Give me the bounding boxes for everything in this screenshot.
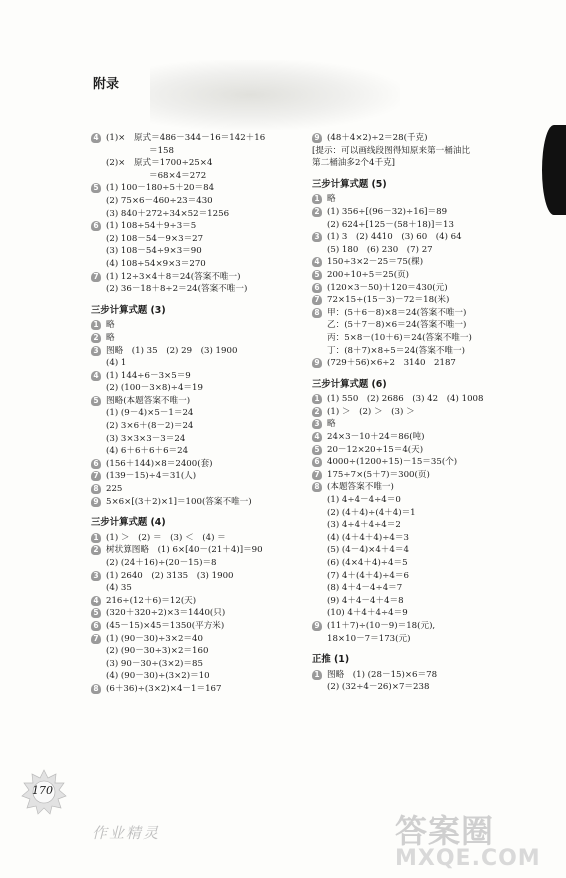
question-number-badge: 7 xyxy=(91,634,101,644)
question-number-badge: 9 xyxy=(312,358,322,368)
answer-line: (1) 108÷54＋9÷3＝5 xyxy=(106,221,197,232)
question-number-badge: 6 xyxy=(312,283,322,293)
answer-item xyxy=(312,620,502,645)
answer-item xyxy=(312,231,502,256)
answer-item xyxy=(91,345,296,370)
answer-line: (2) (24＋16)÷(20－15)＝8 xyxy=(106,558,217,568)
answer-item xyxy=(91,496,296,509)
answer-item xyxy=(91,607,296,620)
answer-line: (4) 1 xyxy=(106,358,127,369)
answer-line: (2) 36－18＋8÷2＝24(答案不唯一) xyxy=(106,284,248,295)
answer-line: (2) (100－3×8)÷4＝19 xyxy=(106,383,203,394)
question-number-badge: 1 xyxy=(91,533,101,543)
answer-line: (2) (4＋4)÷(4＋4)＝1 xyxy=(327,507,416,518)
question-number-badge: 5 xyxy=(312,270,322,280)
answer-line: (1) ＞ (2) ＞ (3) ＞ xyxy=(327,406,415,417)
answer-line: 200÷10÷5＝25(页) xyxy=(327,269,410,280)
answer-line: (4) 35 xyxy=(106,583,132,594)
answer-line: (2) 108－54－9×3＝27 xyxy=(106,233,204,244)
answer-line: (1) 100－180÷5＋20＝84 xyxy=(106,183,215,194)
page-number: 170 xyxy=(32,784,53,797)
question-number-badge: 9 xyxy=(91,497,101,507)
answer-line: 丙：5×8－(10＋6)＝24(答案不唯一) xyxy=(327,332,472,343)
question-number-badge: 2 xyxy=(91,545,101,555)
answer-line: 第二桶油多2个4千克] xyxy=(312,158,396,169)
answer-line: (11＋7)÷(10－9)＝18(元), xyxy=(327,620,436,631)
answer-line: (8) 4＋4－4÷4＝7 xyxy=(327,583,403,594)
question-number-badge: 6 xyxy=(312,457,322,467)
question-number-badge: 4 xyxy=(312,432,322,442)
answer-line: (10) 4＋4＋4÷4＝9 xyxy=(327,608,408,619)
answer-item xyxy=(312,307,502,357)
answer-item xyxy=(91,483,296,496)
question-number-badge: 9 xyxy=(312,133,322,143)
answer-item xyxy=(91,532,296,545)
section-title: 三步计算式题 (5) xyxy=(312,178,387,190)
answer-item xyxy=(312,206,502,231)
watermark-url: MXQE.COM xyxy=(395,846,541,871)
left-column xyxy=(91,132,296,696)
question-number-badge: 8 xyxy=(91,684,101,694)
answer-item xyxy=(91,271,296,296)
answer-item xyxy=(312,193,502,206)
answer-line: (5) 180 (6) 230 (7) 27 xyxy=(327,244,433,255)
answer-line: (120×3－50)＋120＝430(元) xyxy=(327,282,448,293)
question-number-badge: 8 xyxy=(312,482,322,492)
answer-line: (2) (90－30÷3)×2＝160 xyxy=(106,646,209,657)
answer-line: 略 xyxy=(327,194,336,205)
answer-item xyxy=(312,431,502,444)
answer-line: (4) 6＋6＋6＋6＝24 xyxy=(106,446,189,457)
answer-line: 24×3－10＋24＝86(吨) xyxy=(327,432,425,443)
answer-line: (4) 108÷54×9×3＝270 xyxy=(106,258,206,269)
answer-line: (2) 3×6＋(8－2)＝24 xyxy=(106,421,194,432)
question-number-badge: 5 xyxy=(91,183,101,193)
question-number-badge: 5 xyxy=(312,445,322,455)
answer-line: ＝158 xyxy=(106,145,174,156)
answer-line: (156＋144)×8＝2400(套) xyxy=(106,458,213,469)
answer-item xyxy=(312,444,502,457)
answer-item xyxy=(91,470,296,483)
answer-item xyxy=(91,544,296,569)
answer-line: (1) 144÷6－3×5＝9 xyxy=(106,370,191,381)
answer-line: 18×10－7＝173(元) xyxy=(327,633,411,644)
question-number-badge: 6 xyxy=(91,221,101,231)
answer-item xyxy=(91,683,296,696)
question-number-badge: 2 xyxy=(312,407,322,417)
question-number-badge: 4 xyxy=(91,133,101,143)
question-number-badge: 1 xyxy=(312,194,322,204)
answer-item xyxy=(312,393,502,406)
answer-item xyxy=(312,481,502,620)
answer-line: 72×15÷(15－3)－72＝18(米) xyxy=(327,295,450,306)
question-number-badge: 6 xyxy=(91,459,101,469)
answer-line: (139－15)÷4＝31(人) xyxy=(106,471,197,482)
answer-item xyxy=(312,357,502,370)
question-number-badge: 3 xyxy=(312,419,322,429)
question-number-badge: 3 xyxy=(91,571,101,581)
question-number-badge: 7 xyxy=(91,471,101,481)
answer-item xyxy=(312,456,502,469)
answer-item xyxy=(312,669,502,694)
answer-item xyxy=(312,406,502,419)
answer-item xyxy=(312,282,502,295)
answer-line: 216÷(12＋6)＝12(天) xyxy=(106,595,197,606)
answer-line: (1) (9－4)×5－1＝24 xyxy=(106,408,194,419)
answer-line: (1) 356÷[(96－32)÷16]＝89 xyxy=(327,206,448,217)
answer-item xyxy=(91,319,296,332)
question-number-badge: 3 xyxy=(312,232,322,242)
question-number-badge: 8 xyxy=(91,484,101,494)
answer-line: (1)× 原式＝486－344－16＝142＋16 xyxy=(106,133,266,143)
answer-item xyxy=(312,132,502,145)
question-number-badge: 5 xyxy=(91,608,101,618)
answer-line: (320＋320÷2)×3＝1440(只) xyxy=(106,608,226,619)
answer-line: (6＋36)÷(3×2)×4－1＝167 xyxy=(106,683,222,694)
question-number-badge: 7 xyxy=(312,295,322,305)
answer-line: (9) 4＋4－4＋4＝8 xyxy=(327,595,404,606)
answer-item xyxy=(312,469,502,482)
answer-line: (45－15)×45＝1350(平方米) xyxy=(106,620,225,631)
answer-line: (3) 108－54÷9×3＝90 xyxy=(106,246,202,257)
answer-line: (4) (90－30)÷(3×2)＝10 xyxy=(106,671,210,682)
answer-line: (2)× 原式＝1700÷25×4 xyxy=(106,158,213,169)
question-number-badge: 9 xyxy=(312,621,322,631)
question-number-badge: 4 xyxy=(91,371,101,381)
question-number-badge: 6 xyxy=(91,621,101,631)
answer-line: (3) 3×3×3－3＝24 xyxy=(106,433,186,444)
answer-line: 图略 (1) 35 (2) 29 (3) 1900 xyxy=(106,345,238,356)
right-column xyxy=(312,132,502,694)
answer-item xyxy=(312,418,502,431)
header-label: 附录 xyxy=(93,77,120,92)
answer-item xyxy=(91,570,296,595)
answer-line: (729＋56)×6÷2 3140 2187 xyxy=(327,358,456,369)
section-title: 三步计算式题 (3) xyxy=(91,304,166,316)
answer-line: (1) (90－30)÷3×2＝40 xyxy=(106,633,203,644)
answer-item xyxy=(91,395,296,458)
question-number-badge: 4 xyxy=(91,596,101,606)
question-number-badge: 8 xyxy=(312,308,322,318)
answer-line: 150÷3×2－25＝75(棵) xyxy=(327,257,424,268)
answer-line: (1) ＞ (2) ＝ (3) ＜ (4) ＝ xyxy=(106,532,226,543)
answer-item xyxy=(91,220,296,270)
answer-line: 225 xyxy=(106,484,123,495)
answer-item xyxy=(91,633,296,683)
answer-line: 乙：(5＋7－8)×6＝24(答案不唯一) xyxy=(327,320,467,331)
answer-line: (4) (4＋4＋4)÷4＝3 xyxy=(327,532,409,543)
answer-line: (3) 840＋272÷34×52＝1256 xyxy=(106,208,230,219)
answer-line: [提示：可以画线段图得知原来第一桶油比 xyxy=(312,145,471,156)
answer-line: 5×6×[(3＋2)×1]＝100(答案不唯一) xyxy=(106,496,252,507)
answer-line: 175÷7×(5＋7)＝300(页) xyxy=(327,469,430,480)
answer-line: ＝68×4＝272 xyxy=(106,170,207,181)
answer-item xyxy=(312,269,502,282)
answer-line: (1) 12÷3×4＋8＝24(答案不唯一) xyxy=(106,271,241,282)
answer-line: (48＋4×2)÷2＝28(千克) xyxy=(327,133,428,143)
answer-item xyxy=(91,620,296,633)
answer-item xyxy=(91,132,296,182)
answer-line: (6) (4×4＋4)÷4＝5 xyxy=(327,558,408,568)
answer-line: 4000÷(1200÷15)－15＝35(个) xyxy=(327,457,458,468)
question-number-badge: 3 xyxy=(91,346,101,356)
answer-item xyxy=(312,256,502,269)
answer-line: (7) 4＋(4＋4)÷4＝6 xyxy=(327,570,409,581)
answer-line: 图略 (1) (28－15)×6＝78 xyxy=(327,669,438,680)
answer-item xyxy=(91,595,296,608)
question-number-badge: 2 xyxy=(312,207,322,217)
answer-item xyxy=(91,458,296,471)
answer-line: (3) 4÷4＋4÷4＝2 xyxy=(327,520,401,531)
hint-note xyxy=(312,145,502,170)
answer-line: (5) (4－4)×4＋4＝4 xyxy=(327,545,409,556)
answer-line: (1) 550 (2) 2686 (3) 42 (4) 1008 xyxy=(327,394,484,405)
question-number-badge: 4 xyxy=(312,257,322,267)
answer-line: 略 xyxy=(106,332,115,343)
answer-item xyxy=(91,182,296,220)
answer-line: 树状算图略 (1) 6×[40－(21＋4)]＝90 xyxy=(106,545,263,556)
question-number-badge: 7 xyxy=(91,272,101,282)
answer-line: (3) 90－30÷(3×2)＝85 xyxy=(106,658,203,669)
answer-line: (2) 624÷[125－(58＋18)]＝13 xyxy=(327,219,454,230)
question-number-badge: 7 xyxy=(312,470,322,480)
answer-line: 甲：(5＋6－8)×8＝24(答案不唯一) xyxy=(327,307,467,318)
question-number-badge: 2 xyxy=(91,333,101,343)
answer-item xyxy=(91,370,296,395)
question-number-badge: 5 xyxy=(91,396,101,406)
answer-line: (1) 3 (2) 4410 (3) 60 (4) 64 xyxy=(327,232,462,243)
answer-line: (2) (32÷4－26)×7＝238 xyxy=(327,682,430,693)
answer-line: (本题答案不唯一) xyxy=(327,482,394,493)
header-decoration xyxy=(150,60,400,130)
answer-line: 丁：(8＋7)×8÷5＝24(答案不唯一) xyxy=(327,345,465,356)
answer-line: 略 xyxy=(327,419,336,430)
answer-item xyxy=(91,332,296,345)
answer-item xyxy=(312,294,502,307)
answer-line: (2) 75×6－460÷23＝430 xyxy=(106,195,213,206)
answer-line: 略 xyxy=(106,320,115,331)
section-title: 三步计算式题 (4) xyxy=(91,517,166,529)
section-title: 三步计算式题 (6) xyxy=(312,378,387,390)
question-number-badge: 1 xyxy=(312,670,322,680)
edge-shadow xyxy=(542,125,566,215)
watermark-logo: 答案圈 xyxy=(395,812,495,850)
answer-line: (1) 2640 (2) 3135 (3) 1900 xyxy=(106,570,234,581)
question-number-badge: 1 xyxy=(312,394,322,404)
section-title: 正推 (1) xyxy=(312,654,350,666)
footer-stamp: 作业精灵 xyxy=(92,824,161,842)
question-number-badge: 1 xyxy=(91,320,101,330)
answer-line: 图略(本题答案不唯一) xyxy=(106,395,191,406)
answer-line: 20－12×20÷15＝4(天) xyxy=(327,444,424,455)
answer-line: (1) 4÷4－4÷4＝0 xyxy=(327,495,401,506)
